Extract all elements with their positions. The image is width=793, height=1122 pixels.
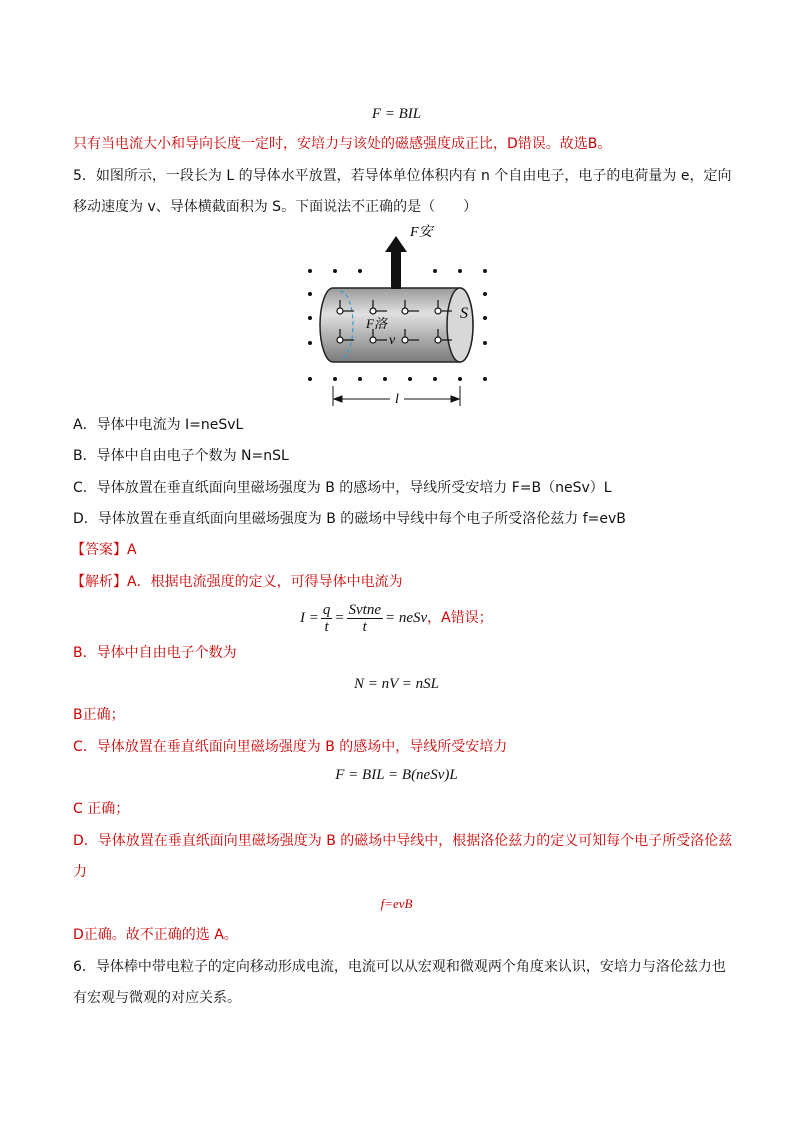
analysis-prefix: 【解析】 bbox=[71, 574, 127, 590]
analysis-b: B．导体中自由电子个数为 bbox=[73, 645, 237, 661]
formula-ampere-force: F = BIL = B(neSv)L bbox=[335, 767, 458, 783]
formula-current: I = $\frac{q}{t}$ = $\frac{\text{Svtne}}{t}$ = neSv ，A错误； bbox=[300, 601, 493, 635]
formula-electron-count: N = nV = nSL bbox=[354, 676, 439, 692]
label-force-lorentz: F洛 bbox=[366, 316, 387, 331]
analysis-c: C．导体放置在垂直纸面向里磁场强度为 B 的感场中，导线所受安培力 bbox=[73, 739, 508, 755]
label-force-ampere: F安 bbox=[410, 225, 433, 240]
question-5-line-2: 移动速度为 v、导体横截面积为 S。下面说法不正确的是（ ） bbox=[73, 199, 478, 215]
top-formula: F = BIL bbox=[371, 106, 422, 122]
option-d: D．导体放置在垂直纸面向里磁场强度为 B 的磁场中导线中每个电子所受洛伦兹力 f=evB bbox=[73, 511, 626, 527]
analysis-a-text: A．根据电流强度的定义，可得导体中电流为 bbox=[127, 574, 403, 590]
analysis-d-line-1: D．导体放置在垂直纸面向里磁场强度为 B 的磁场中导线中，根据洛伦兹力的定义可知每个电子所受洛伦兹 bbox=[73, 833, 733, 849]
option-b: B．导体中自由电子个数为 N=nSL bbox=[73, 448, 289, 464]
b-correct: B正确； bbox=[73, 707, 125, 723]
analysis-d-line-2: 力 bbox=[73, 864, 87, 880]
option-c: C．导体放置在垂直纸面向里磁场强度为 B 的感场中，导线所受安培力 F=B（neSv）L bbox=[73, 480, 612, 496]
c-correct: C 正确； bbox=[73, 801, 130, 817]
question-6-line-2: 有宏观与微观的对应关系。 bbox=[73, 990, 241, 1006]
question-5-line-1: 5．如图所示，一段长为 L 的导体水平放置，若导体单位体积内有 n 个自由电子，电子的电荷量为 e，定向 bbox=[73, 168, 732, 184]
analysis-a bbox=[71, 572, 403, 592]
question-6-line-1: 6．导体棒中带电粒子的定向移动形成电流，电流可以从宏观和微观两个角度来认识，安培力与洛伦兹力也 bbox=[73, 959, 726, 975]
d-correct: D正确。故不正确的选 A。 bbox=[73, 927, 238, 943]
option-a: A．导体中电流为 I=neSvL bbox=[73, 417, 244, 433]
label-velocity: v bbox=[389, 333, 396, 348]
conductor-figure bbox=[300, 218, 500, 410]
conclusion-line: 只有当电流大小和导向长度一定时，安培力与该处的磁感强度成正比，D错误。故选B。 bbox=[73, 136, 612, 152]
formula-lorentz-force: f=evB bbox=[380, 896, 413, 911]
label-area: S bbox=[460, 305, 468, 322]
answer-label: 【答案】A bbox=[71, 542, 137, 558]
label-length: l bbox=[395, 392, 399, 407]
ampere-force-arrow bbox=[385, 236, 407, 289]
